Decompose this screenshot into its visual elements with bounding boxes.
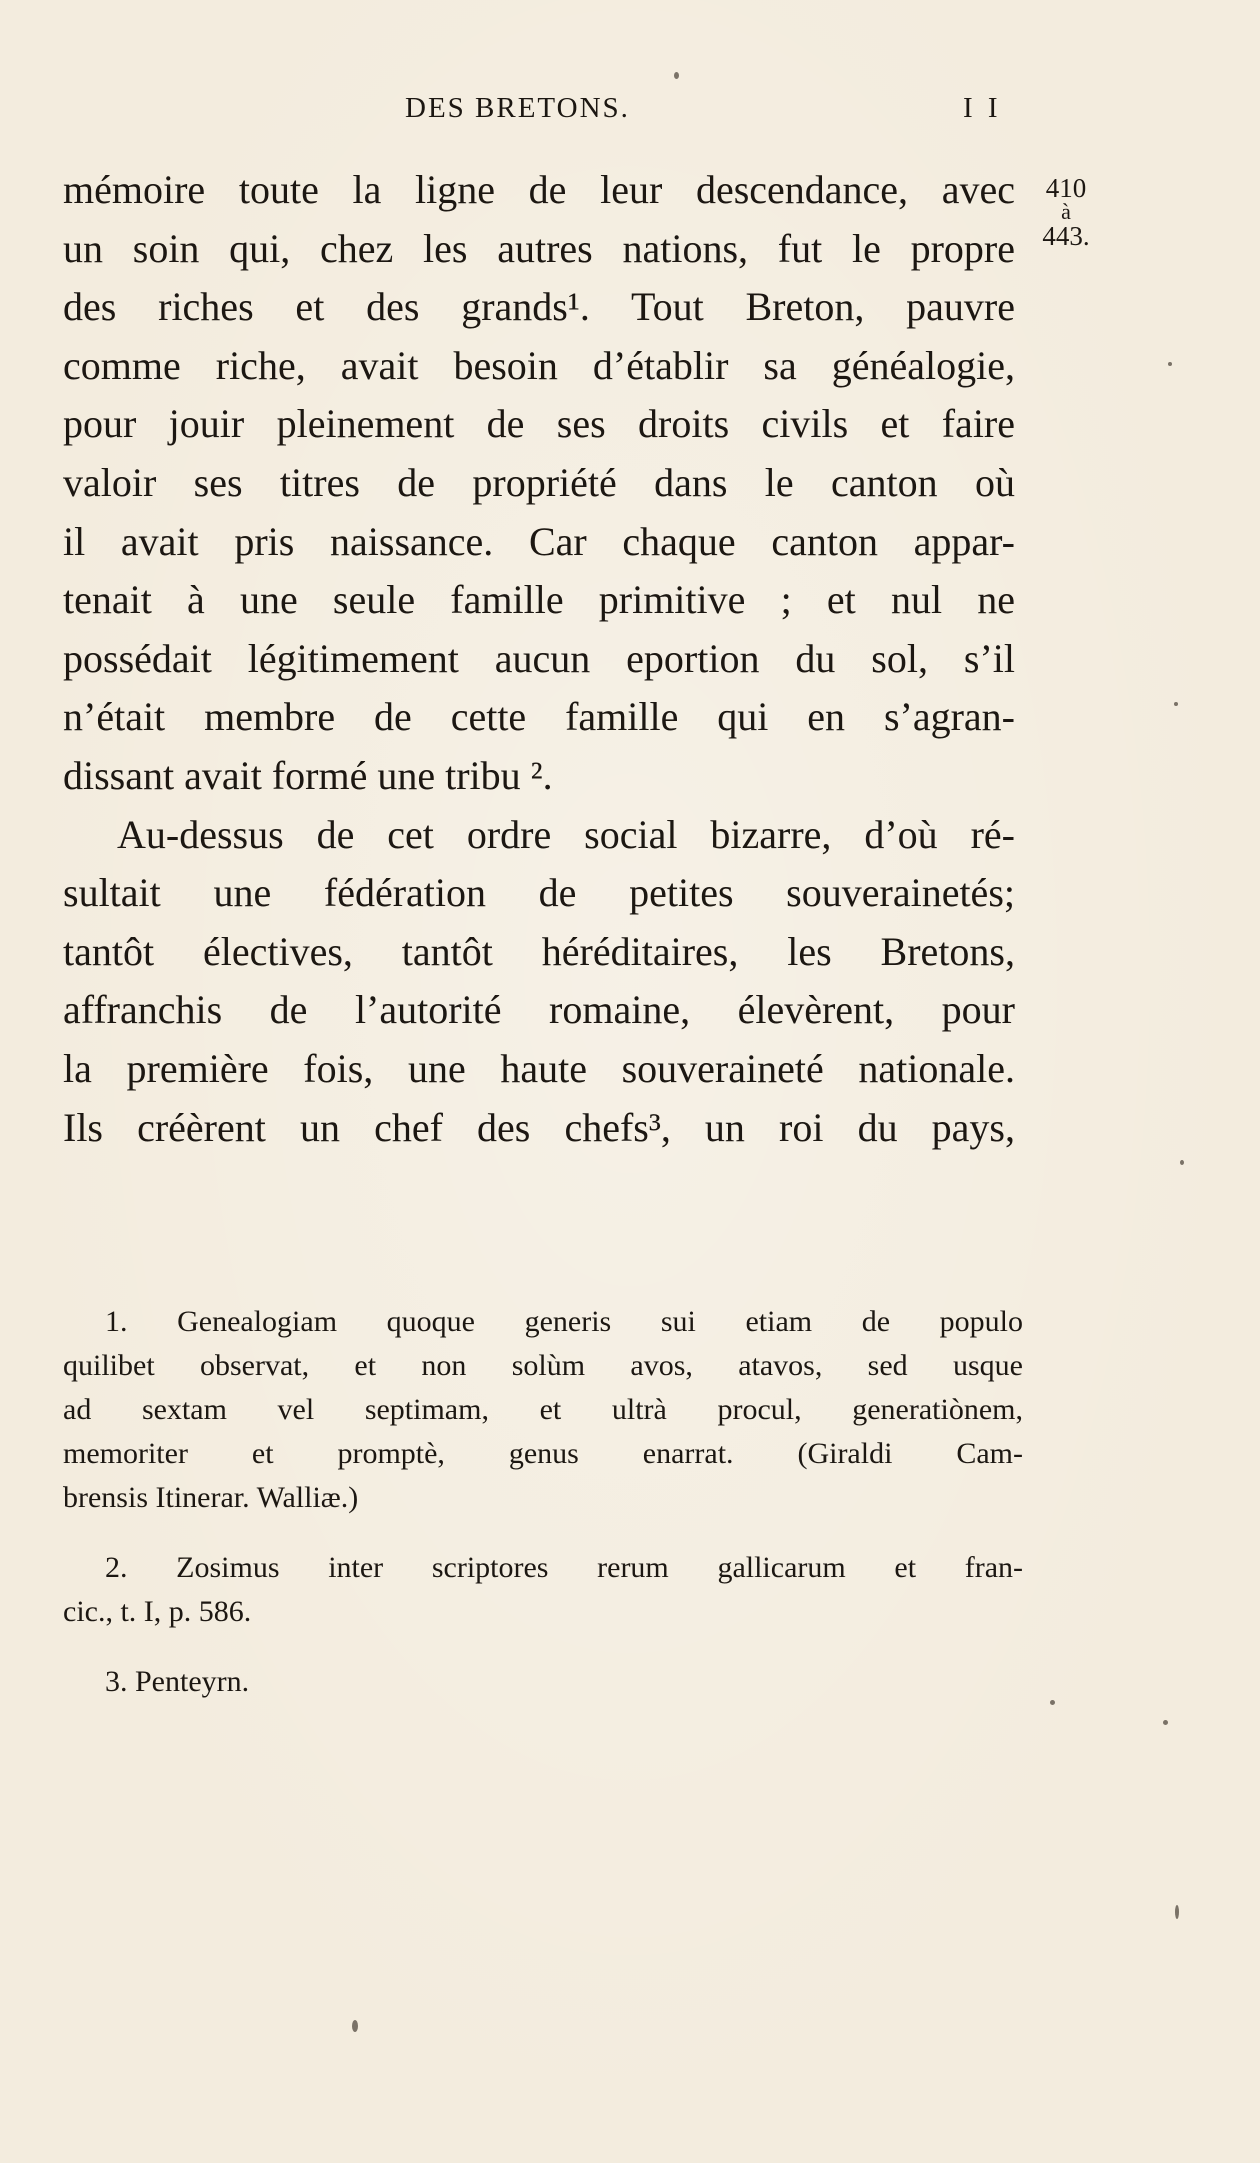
footnote-1-line: 1. Genealogiam quoque generis sui etiam de populo — [105, 1305, 1023, 1338]
text-line: sultait une fédération de petites souverainetés; — [63, 870, 1015, 916]
footnotes — [63, 1300, 1023, 1704]
footnote-1-line: memoriter et promptè, genus enarrat. (Giraldi Cam- — [63, 1437, 1023, 1470]
text-line: tantôt électives, tantôt héréditaires, les Bretons, — [63, 928, 1015, 974]
footnote-2-line: 2. Zosimus inter scriptores rerum gallicarum et fran- — [105, 1551, 1023, 1584]
paper-speck — [1174, 702, 1178, 706]
text-line: un soin qui, chez les autres nations, fut le propre — [63, 225, 1015, 271]
text-line: n’était membre de cette famille qui en s’agran- — [63, 694, 1015, 740]
footnote-1-line: ad sextam vel septimam, et ultrà procul, generatiònem, — [63, 1393, 1023, 1426]
text-line: la première fois, une haute souveraineté nationale. — [63, 1045, 1015, 1091]
footnote-spacer — [63, 1634, 1023, 1660]
text-line: possédait légitimement aucun eportion du sol, s’il — [63, 635, 1015, 681]
margin-note-start-year: 410 — [1045, 173, 1087, 203]
footnote-spacer — [63, 1520, 1023, 1546]
running-head — [0, 92, 1260, 132]
footnote-3-line: 3. Penteyrn. — [105, 1665, 250, 1698]
margin-date-note — [1042, 172, 1090, 252]
margin-note-end-year: 443. — [1042, 221, 1090, 251]
text-line: des riches et des grands¹. Tout Breton, pauvre — [63, 284, 1015, 330]
paper-speck — [1163, 1720, 1168, 1725]
text-line: il avait pris naissance. Car chaque canton appar- — [63, 518, 1015, 564]
text-line: Ils créèrent un chef des chefs³, un roi du pays, — [63, 1104, 1015, 1150]
text-line: affranchis de l’autorité romaine, élevèrent, pour — [63, 987, 1015, 1033]
page-number: I I — [963, 92, 1002, 124]
footnote-2-line: cic., t. I, p. 586. — [63, 1595, 252, 1628]
text-line: tenait à une seule famille primitive ; et nul ne — [63, 577, 1015, 623]
paper-speck — [1168, 362, 1172, 366]
text-line: valoir ses titres de propriété dans le canton où — [63, 459, 1015, 505]
paper-speck — [1050, 1700, 1055, 1705]
main-text — [63, 161, 1015, 1157]
paper-speck — [352, 2020, 358, 2032]
paper-speck — [674, 72, 679, 79]
margin-note-separator: à — [1061, 199, 1071, 224]
paper-speck — [1175, 1905, 1179, 1919]
text-line: Au-dessus de cet ordre social bizarre, d’où ré- — [117, 811, 1015, 857]
text-line: pour jouir pleinement de ses droits civils et faire — [63, 401, 1015, 447]
text-line: dissant avait formé une tribu ². — [63, 752, 553, 798]
footnote-1-line: quilibet observat, et non solùm avos, atavos, sed usque — [63, 1349, 1023, 1382]
text-line: comme riche, avait besoin d’établir sa généalogie, — [63, 342, 1015, 388]
paper-speck — [1180, 1160, 1184, 1165]
text-line: mémoire toute la ligne de leur descendance, avec — [63, 167, 1015, 212]
running-title: DES BRETONS. — [405, 92, 630, 124]
footnote-1-line: brensis Itinerar. Walliæ.) — [63, 1481, 359, 1514]
